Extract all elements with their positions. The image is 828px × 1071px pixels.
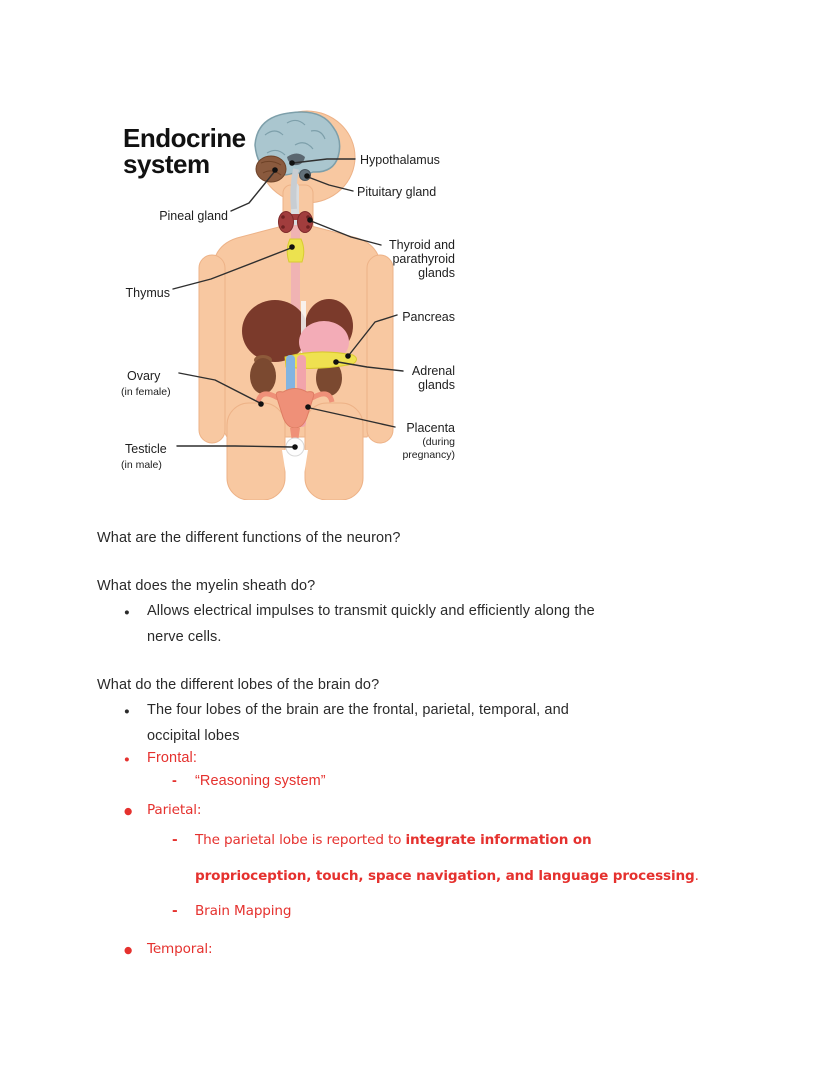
label-ovary-sub: (in female)	[121, 386, 171, 398]
kidney-left	[250, 358, 276, 394]
dash-icon	[172, 768, 177, 794]
brain-mapping-sub-bullet	[97, 893, 828, 929]
label-placenta-sub1: (during	[422, 436, 455, 448]
label-adrenal-line2: glands	[418, 378, 455, 392]
bullet-icon	[124, 697, 130, 725]
lobes-bullet-line2: occipital lobes	[147, 728, 240, 744]
question-neuron-functions: What are the different functions of the neuron?	[97, 530, 401, 546]
diagram-title-line1: Endocrine	[123, 123, 246, 153]
label-thyroid-line3: glands	[418, 266, 455, 280]
label-pineal: Pineal gland	[159, 209, 228, 223]
parietal-bullet	[97, 797, 807, 823]
bullet-icon	[124, 931, 132, 969]
label-thymus: Thymus	[125, 286, 170, 300]
thymus-gland	[287, 239, 304, 262]
temporal-bullet	[97, 931, 807, 967]
label-adrenal-line1: Adrenal	[411, 364, 455, 378]
label-testicle: Testicle	[125, 442, 167, 456]
myelin-bullet-line1: Allows electrical impulses to transmit quickly and efficiently along the	[147, 603, 595, 619]
label-pituitary: Pituitary gland	[357, 185, 437, 199]
text-run-bold: integrate information on	[405, 832, 592, 848]
parietal-point-line1	[195, 822, 828, 858]
question-myelin-sheath: What does the myelin sheath do?	[97, 578, 316, 594]
myelin-bullet	[97, 598, 807, 650]
frontal-sub-bullet	[97, 768, 828, 794]
temporal-label: Temporal:	[147, 941, 213, 957]
brainstem	[293, 169, 296, 209]
text-run-bold: proprioception, touch, space navigation, and language processing	[195, 868, 695, 884]
bullet-icon	[124, 797, 132, 825]
lobes-bullet	[97, 697, 807, 749]
label-hypothalamus: Hypothalamus	[360, 153, 440, 167]
liver-left-lobe	[242, 300, 308, 362]
label-thyroid-line1: Thyroid and	[388, 238, 455, 252]
question-brain-lobes: What do the different lobes of the brain do?	[97, 677, 380, 693]
label-placenta-sub2: pregnancy)	[402, 449, 455, 461]
myelin-bullet-line2: nerve cells.	[147, 629, 222, 645]
parietal-label: Parietal:	[147, 802, 202, 818]
diagram-title-line2: system	[123, 149, 210, 179]
dash-icon	[172, 822, 178, 858]
endocrine-diagram	[115, 105, 465, 500]
parietal-sub-bullet	[97, 822, 828, 894]
label-pancreas: Pancreas	[402, 310, 455, 324]
label-testicle-sub: (in male)	[121, 459, 162, 471]
label-thyroid-line2: parathyroid	[392, 252, 455, 266]
dash-icon	[172, 893, 178, 929]
lobes-bullet-line1: The four lobes of the brain are the frontal, parietal, temporal, and	[147, 702, 569, 718]
leg-gap	[282, 450, 308, 500]
cerebellum	[256, 156, 286, 182]
bullet-icon	[124, 598, 130, 626]
frontal-sub-text: “Reasoning system”	[195, 773, 326, 789]
frontal-label: Frontal:	[147, 750, 197, 766]
text-run: The parietal lobe is reported to	[195, 832, 406, 848]
brain-mapping-text: Brain Mapping	[195, 903, 292, 919]
parietal-point-line2	[195, 858, 828, 894]
text-run: .	[694, 868, 699, 884]
label-ovary: Ovary	[127, 369, 161, 383]
label-placenta: Placenta	[406, 421, 455, 435]
